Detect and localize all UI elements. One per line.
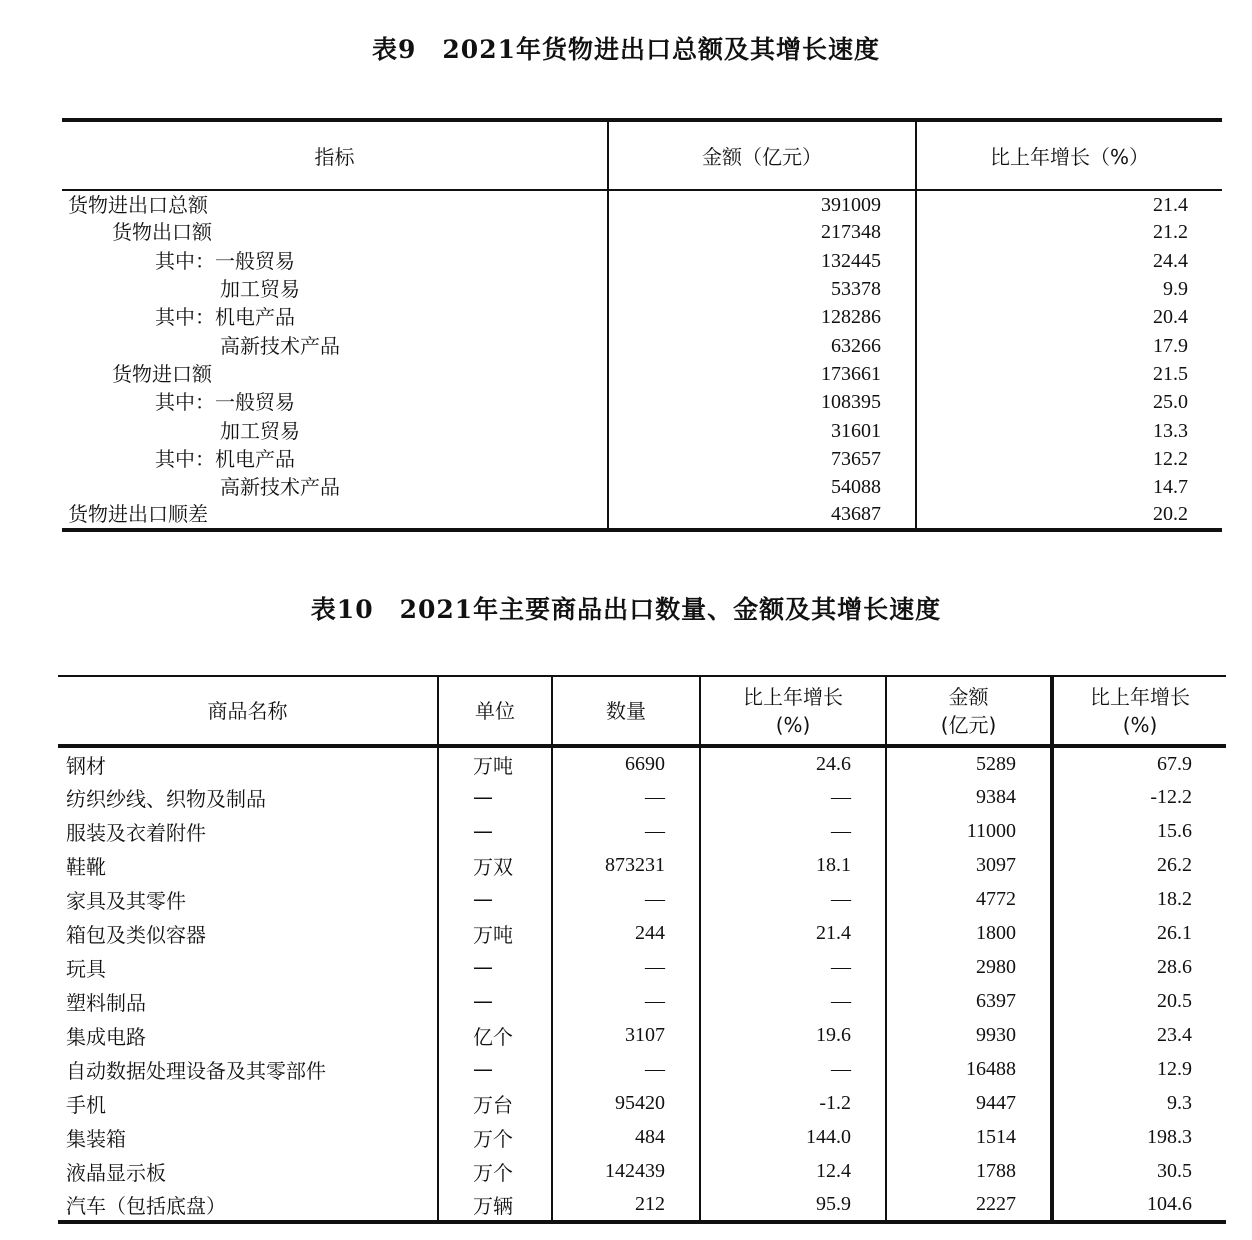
qty-growth-line1: 比上年增长 [743, 684, 843, 709]
amount-growth: 15.6 [1052, 814, 1226, 848]
amount: 9384 [886, 780, 1052, 814]
commodity-name: 手机 [66, 1092, 106, 1117]
table9-header-indicator: 指标 [62, 120, 608, 190]
quantity: 244 [552, 916, 700, 950]
table-row [58, 950, 1226, 984]
unit: 万辆 [438, 1188, 552, 1222]
table9 [62, 118, 1222, 532]
quantity-growth: 144.0 [700, 1120, 886, 1154]
row-amount: 73657 [608, 445, 916, 473]
unit: 万个 [438, 1154, 552, 1188]
row-amount: 132445 [608, 247, 916, 275]
amount-growth-line1: 比上年增长 [1090, 684, 1190, 709]
row-growth: 13.3 [916, 416, 1222, 444]
quantity-growth: 18.1 [700, 848, 886, 882]
amount-line2: (亿元) [940, 712, 997, 737]
amount-growth: 30.5 [1052, 1154, 1226, 1188]
amount: 1788 [886, 1154, 1052, 1188]
unit: 万台 [438, 1086, 552, 1120]
amount-growth: 9.3 [1052, 1086, 1226, 1120]
table10-header-amount [886, 676, 1052, 746]
commodity-name: 服装及衣着附件 [66, 820, 206, 845]
quantity: 6690 [552, 746, 700, 780]
table-row [58, 916, 1226, 950]
row-growth: 24.4 [916, 247, 1222, 275]
amount-growth: 104.6 [1052, 1188, 1226, 1222]
commodity-name: 纺织纱线、织物及制品 [66, 786, 266, 811]
quantity: — [552, 814, 700, 848]
row-amount: 53378 [608, 275, 916, 303]
table-row [58, 848, 1226, 882]
table-row [58, 780, 1226, 814]
amount: 2980 [886, 950, 1052, 984]
row-growth: 21.4 [916, 190, 1222, 218]
quantity-growth: — [700, 1052, 886, 1086]
table-row [62, 388, 1222, 416]
row-amount: 173661 [608, 360, 916, 388]
unit: — [438, 780, 552, 814]
table9-title [0, 30, 1252, 66]
table-row [58, 1154, 1226, 1188]
unit: 万个 [438, 1120, 552, 1154]
table-row [58, 1052, 1226, 1086]
amount: 6397 [886, 984, 1052, 1018]
table-row [62, 247, 1222, 275]
row-label: 货物进出口总额 [68, 192, 208, 217]
table-row [62, 501, 1222, 529]
unit: — [438, 950, 552, 984]
table10-title [0, 590, 1252, 626]
quantity: 484 [552, 1120, 700, 1154]
row-growth: 20.4 [916, 303, 1222, 331]
amount: 9447 [886, 1086, 1052, 1120]
row-amount: 31601 [608, 416, 916, 444]
row-growth: 14.7 [916, 473, 1222, 501]
amount-growth: 26.1 [1052, 916, 1226, 950]
amount-line1: 金额 [948, 684, 989, 709]
quantity-growth: — [700, 882, 886, 916]
row-label: 加工贸易 [220, 418, 300, 443]
amount-growth: 67.9 [1052, 746, 1226, 780]
qty-growth-line2: (%) [775, 712, 811, 737]
quantity-growth: 95.9 [700, 1188, 886, 1222]
row-label: 货物进出口顺差 [62, 501, 608, 529]
table-row [58, 1018, 1226, 1052]
table-row [62, 303, 1222, 331]
amount: 5289 [886, 746, 1052, 780]
table9-header-amount: 金额（亿元） [608, 120, 916, 190]
row-amount: 63266 [608, 331, 916, 359]
table-row [58, 984, 1226, 1018]
row-label: 高新技术产品 [220, 333, 340, 358]
table-row [62, 190, 1222, 218]
row-growth: 21.2 [916, 218, 1222, 246]
row-label: 高新技术产品 [220, 475, 340, 500]
table-row [58, 814, 1226, 848]
commodity-name: 集成电路 [66, 1024, 146, 1049]
quantity: 142439 [552, 1154, 700, 1188]
table9-header-growth: 比上年增长（%） [916, 120, 1222, 190]
amount: 16488 [886, 1052, 1052, 1086]
quantity: — [552, 1052, 700, 1086]
commodity-name: 钢材 [66, 753, 106, 778]
amount-growth: 18.2 [1052, 882, 1226, 916]
row-amount: 391009 [608, 190, 916, 218]
unit: 万吨 [438, 746, 552, 780]
amount-growth: 198.3 [1052, 1120, 1226, 1154]
quantity: 873231 [552, 848, 700, 882]
unit: — [438, 1052, 552, 1086]
quantity: — [552, 882, 700, 916]
unit: 亿个 [438, 1018, 552, 1052]
table-row [58, 1188, 1226, 1222]
row-amount: 128286 [608, 303, 916, 331]
amount: 11000 [886, 814, 1052, 848]
table10-header-name: 商品名称 [58, 676, 438, 746]
row-amount: 108395 [608, 388, 916, 416]
table10-header-amount-growth [1052, 676, 1226, 746]
amount: 3097 [886, 848, 1052, 882]
table-row [62, 416, 1222, 444]
table10-header-row [58, 676, 1226, 746]
row-growth: 17.9 [916, 331, 1222, 359]
quantity-growth: 24.6 [700, 746, 886, 780]
row-label: 其中：机电产品 [155, 446, 295, 471]
commodity-name: 鞋靴 [66, 854, 106, 879]
row-growth: 12.2 [916, 445, 1222, 473]
commodity-name: 塑料制品 [66, 990, 146, 1015]
amount-growth: 28.6 [1052, 950, 1226, 984]
unit: — [438, 984, 552, 1018]
amount: 1800 [886, 916, 1052, 950]
quantity: 95420 [552, 1086, 700, 1120]
row-label: 加工贸易 [220, 277, 300, 302]
table-row [58, 1120, 1226, 1154]
table-row [62, 360, 1222, 388]
row-amount: 54088 [608, 473, 916, 501]
quantity-growth: — [700, 780, 886, 814]
commodity-name: 玩具 [66, 956, 106, 981]
row-amount: 217348 [608, 218, 916, 246]
unit: — [438, 814, 552, 848]
amount: 2227 [886, 1188, 1052, 1222]
row-label: 货物出口额 [112, 220, 212, 245]
table-row [62, 445, 1222, 473]
table10-header-qty: 数量 [552, 676, 700, 746]
amount: 1514 [886, 1120, 1052, 1154]
row-growth: 9.9 [916, 275, 1222, 303]
commodity-name: 箱包及类似容器 [66, 922, 206, 947]
table-row [62, 473, 1222, 501]
amount: 9930 [886, 1018, 1052, 1052]
row-label: 其中：机电产品 [155, 305, 295, 330]
row-growth: 21.5 [916, 360, 1222, 388]
table9-header-row [62, 120, 1222, 190]
quantity-growth: 12.4 [700, 1154, 886, 1188]
quantity-growth: 19.6 [700, 1018, 886, 1052]
amount-growth: 20.5 [1052, 984, 1226, 1018]
amount: 4772 [886, 882, 1052, 916]
table-row [62, 331, 1222, 359]
table10-header-qty-growth [700, 676, 886, 746]
quantity: — [552, 984, 700, 1018]
quantity: 212 [552, 1188, 700, 1222]
quantity: 3107 [552, 1018, 700, 1052]
unit: 万双 [438, 848, 552, 882]
quantity-growth: — [700, 814, 886, 848]
row-amount: 43687 [608, 501, 916, 529]
quantity-growth: — [700, 950, 886, 984]
amount-growth: 26.2 [1052, 848, 1226, 882]
commodity-name: 自动数据处理设备及其零部件 [66, 1058, 326, 1083]
table-row [58, 882, 1226, 916]
table-row [58, 746, 1226, 780]
table9-title-text: 2021年货物进出口总额及其增长速度 [442, 35, 880, 64]
row-growth: 25.0 [916, 388, 1222, 416]
commodity-name: 家具及其零件 [66, 888, 186, 913]
quantity-growth: 21.4 [700, 916, 886, 950]
table-row [62, 218, 1222, 246]
table-row [58, 1086, 1226, 1120]
commodity-name: 集装箱 [66, 1126, 126, 1151]
table10-title-text: 2021年主要商品出口数量、金额及其增长速度 [399, 595, 942, 624]
row-label: 货物进口额 [112, 361, 212, 386]
quantity: — [552, 950, 700, 984]
unit: 万吨 [438, 916, 552, 950]
quantity: — [552, 780, 700, 814]
amount-growth: 12.9 [1052, 1052, 1226, 1086]
row-label: 其中：一般贸易 [155, 248, 295, 273]
row-growth: 20.2 [916, 501, 1222, 529]
amount-growth: 23.4 [1052, 1018, 1226, 1052]
table-row [62, 275, 1222, 303]
table10 [58, 675, 1226, 1224]
commodity-name: 液晶显示板 [66, 1160, 166, 1185]
unit: — [438, 882, 552, 916]
amount-growth-line2: (%) [1122, 712, 1158, 737]
table9-number: 表9 [372, 35, 417, 64]
table10-number: 表10 [310, 595, 374, 624]
quantity-growth: -1.2 [700, 1086, 886, 1120]
amount-growth: -12.2 [1052, 780, 1226, 814]
quantity-growth: — [700, 984, 886, 1018]
table10-header-unit: 单位 [438, 676, 552, 746]
commodity-name: 汽车（包括底盘） [58, 1188, 438, 1222]
row-label: 其中：一般贸易 [155, 390, 295, 415]
